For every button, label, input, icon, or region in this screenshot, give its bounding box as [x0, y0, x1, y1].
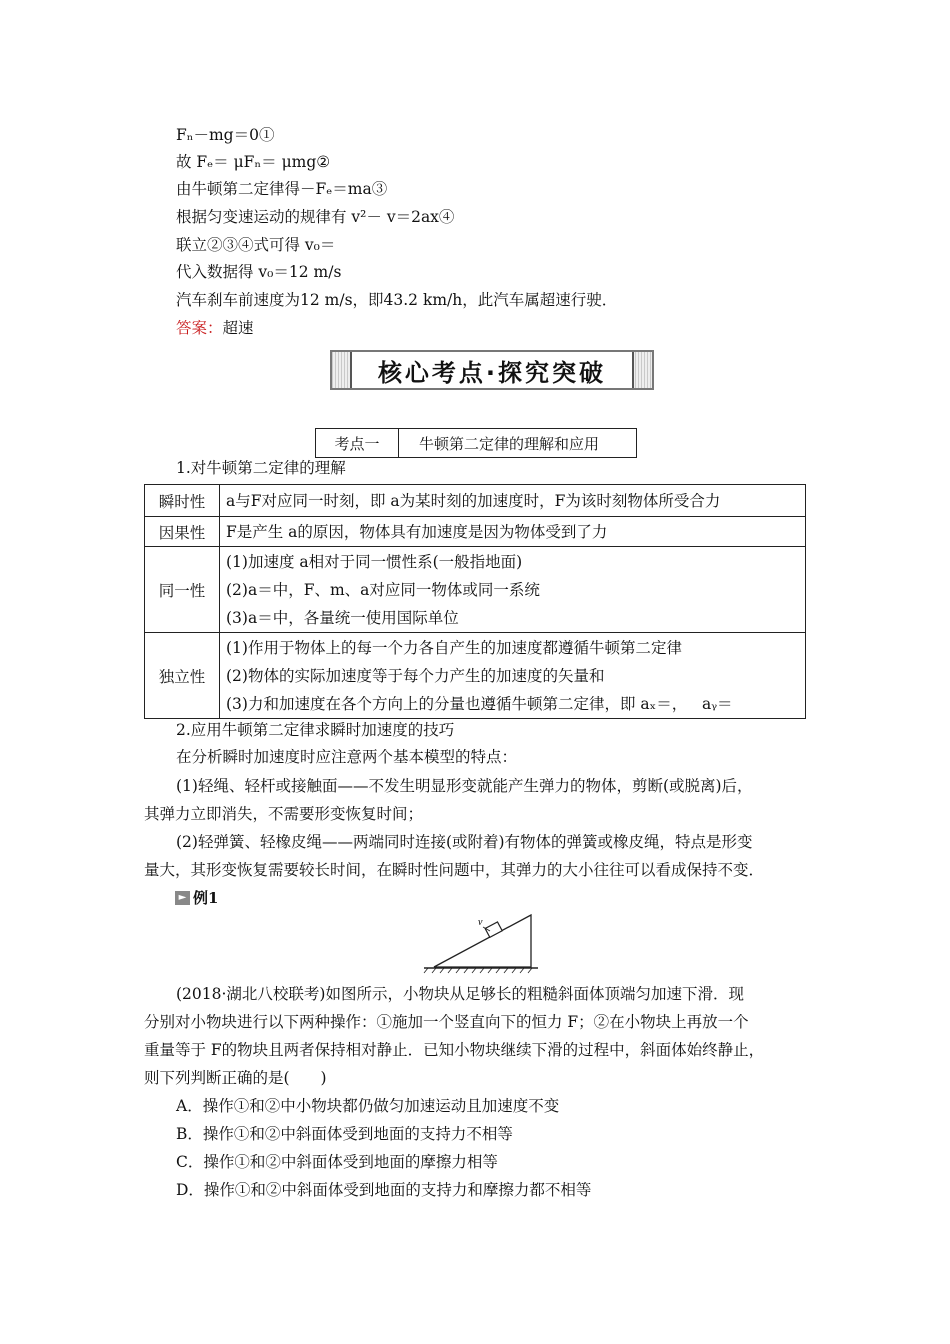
equation-line-2: 故 Fₑ＝ μFₙ＝ μmg②: [176, 153, 331, 171]
table-row: [145, 547, 806, 633]
incline-figure: [420, 905, 550, 975]
kaodian-box: [315, 428, 637, 458]
table-key: 瞬时性: [145, 485, 220, 517]
table-line: (3)a＝中，各量统一使用国际单位: [226, 608, 459, 627]
example-marker-icon: ►: [175, 891, 190, 905]
table-line: (1)加速度 a相对于同一惯性系(一般指地面): [226, 552, 523, 571]
option-a: A．操作①和②中小物块都仍做匀加速运动且加速度不变: [176, 1097, 560, 1115]
table-value: [220, 485, 806, 517]
point-1-line-1: (1)轻绳、轻杆或接触面——不发生明显形变就能产生弹力的物体，剪断(或脱离)后，: [176, 777, 753, 795]
heading-2: 2.应用牛顿第二定律求瞬时加速度的技巧: [176, 721, 455, 739]
table-line: (3)力和加速度在各个方向上的分量也遵循牛顿第二定律，即 aₓ＝， aᵧ＝: [226, 694, 733, 713]
problem-line-1: (2018·湖北八校联考)如图所示，小物块从足够长的粗糙斜面体顶端匀加速下滑．现: [176, 985, 744, 1003]
point-2-line-1: (2)轻弹簧、轻橡皮绳——两端同时连接(或附着)有物体的弹簧或橡皮绳，特点是形变: [176, 833, 753, 851]
option-b: B．操作①和②中斜面体受到地面的支持力不相等: [176, 1125, 513, 1143]
velocity-label: v: [478, 917, 483, 928]
table-value: [220, 547, 806, 633]
incline-wedge: [434, 915, 531, 967]
table-line: a与F对应同一时刻，即 a为某时刻的加速度时，F为该时刻物体所受合力: [226, 491, 721, 510]
table-line: (2)a＝中，F、m、a对应同一物体或同一系统: [226, 580, 540, 599]
answer-value: 超速: [222, 319, 254, 337]
conclusion-line: 汽车刹车前速度为12 m/s，即43.2 km/h，此汽车属超速行驶．: [176, 291, 618, 309]
table-value: [220, 517, 806, 547]
kaodian-title: 牛顿第二定律的理解和应用: [419, 434, 600, 453]
equation-line-4: 根据匀变速运动的规律有 v²－ v＝2ax④: [176, 208, 455, 226]
table-row: [145, 485, 806, 517]
table-value: [220, 633, 806, 719]
problem-line-3: 重量等于 F的物块且两者保持相对静止．已知小物块继续下滑的过程中，斜面体始终静止，: [144, 1041, 765, 1059]
table-row: [145, 633, 806, 719]
section-banner-title: 核心考点·探究突破: [350, 352, 634, 388]
section-banner: [330, 350, 654, 390]
problem-line-2: 分别对小物块进行以下两种操作：①施加一个竖直向下的恒力 F；②在小物块上再放一个: [144, 1013, 749, 1031]
point-1-line-2: 其弹力立即消失，不需要形变恢复时间；: [144, 805, 424, 823]
table-row: [145, 517, 806, 547]
option-d: D．操作①和②中斜面体受到地面的支持力和摩擦力都不相等: [176, 1181, 592, 1199]
equation-line-3: 由牛顿第二定律得－Fₑ＝ma③: [176, 180, 388, 198]
table-line: F是产生 a的原因，物体具有加速度是因为物体受到了力: [226, 522, 608, 541]
properties-table: [144, 484, 806, 719]
table-line: (1)作用于物体上的每一个力各自产生的加速度都遵循牛顿第二定律: [226, 638, 682, 657]
equation-line-5: 联立②③④式可得 v₀＝: [176, 236, 336, 254]
table-key: 同一性: [145, 547, 220, 633]
example-label: 例1: [193, 889, 219, 907]
heading-1: 1.对牛顿第二定律的理解: [176, 459, 346, 477]
example-tag: [175, 887, 218, 908]
answer-line: [176, 318, 254, 338]
kaodian-number: 考点一: [316, 429, 399, 457]
answer-label: 答案：: [176, 319, 223, 337]
ground-hatch: [424, 968, 538, 973]
equation-line-6: 代入数据得 v₀＝12 m/s: [176, 263, 342, 281]
option-c: C．操作①和②中斜面体受到地面的摩擦力相等: [176, 1153, 498, 1171]
table-key: 独立性: [145, 633, 220, 719]
intro-text: 在分析瞬时加速度时应注意两个基本模型的特点：: [176, 748, 518, 766]
problem-line-4: 则下列判断正确的是( ): [144, 1069, 327, 1087]
equation-line-1: Fₙ－mg＝0①: [176, 126, 275, 144]
point-2-line-2: 量大，其形变恢复需要较长时间，在瞬时性问题中，其弹力的大小往往可以看成保持不变．: [144, 861, 765, 879]
table-key: 因果性: [145, 517, 220, 547]
table-line: (2)物体的实际加速度等于每个力产生的加速度的矢量和: [226, 666, 605, 685]
